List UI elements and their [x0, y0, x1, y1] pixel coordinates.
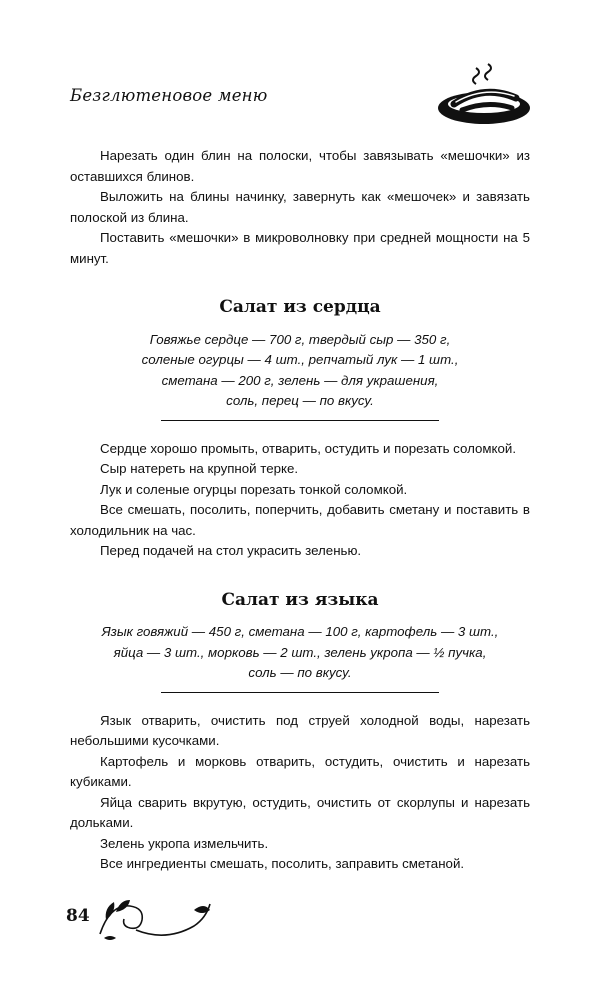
recipe-step: Картофель и морковь отварить, остудить, очистить и нарезать кубиками.	[70, 753, 530, 789]
recipe-step: Сыр натереть на крупной терке.	[100, 461, 299, 476]
intro-paragraph: Нарезать один блин на полоски, чтобы завязывать «мешочки» из оставшихся блинов.	[70, 148, 530, 184]
recipe-step: Лук и соленые огурцы порезать тонкой соломкой.	[100, 481, 408, 497]
ingredients-tongue-salad	[70, 622, 530, 684]
page-content	[70, 146, 530, 875]
floral-ornament-icon	[96, 890, 216, 946]
ingredient-line: соль, перец — по вкусу.	[226, 393, 374, 408]
recipe-step: Язык отварить, очистить под струей холодной воды, нарезать небольшими кусочками.	[70, 712, 530, 748]
recipe-title-tongue-salad: Салат из языка	[221, 589, 379, 610]
ingredient-line: Язык говяжий — 450 г, сметана — 100 г, картофель — 3 шт.,	[101, 624, 499, 639]
recipe-step: Все ингредиенты смешать, посолить, заправить сметаной.	[100, 856, 465, 871]
recipe-step: Зелень укропа измельчить.	[100, 835, 269, 851]
ingredient-line: Говяжье сердце — 700 г, твердый сыр — 350 г,	[149, 331, 451, 347]
divider-rule	[161, 420, 439, 421]
recipe-title-heart-salad: Салат из сердца	[219, 297, 381, 317]
page-footer	[66, 890, 216, 946]
ingredient-line: сметана — 200 г, зелень — для украшения,	[161, 372, 439, 388]
intro-paragraph: Выложить на блины начинку, завернуть как «мешочек» и завязать полоской из блина.	[70, 189, 530, 225]
ingredient-line: яйца — 3 шт., морковь — 2 шт., зелень укропа — ½ пучка,	[113, 644, 487, 660]
page-number: 84	[66, 906, 90, 926]
running-head: Безглютеновое меню	[70, 86, 268, 105]
recipe-step: Сердце хорошо промыть, отварить, остудить и порезать соломкой.	[100, 440, 517, 456]
intro-paragraph: Поставить «мешочки» в микроволновку при средней мощности на 5 минут.	[70, 230, 530, 266]
divider-rule	[161, 692, 439, 693]
recipe-step: Яйца сварить вкрутую, остудить, очистить от скорлупы и нарезать дольками.	[70, 794, 530, 830]
ingredients-heart-salad	[70, 330, 530, 412]
recipe-step: Перед подачей на стол украсить зеленью.	[100, 543, 362, 558]
recipe-step: Все смешать, посолить, поперчить, добавить сметану и поставить в холодильник на час.	[70, 502, 530, 538]
sausage-plate-icon	[436, 62, 532, 128]
ingredient-line: соль — по вкусу.	[248, 665, 352, 680]
ingredient-line: соленые огурцы — 4 шт., репчатый лук — 1 шт.,	[141, 352, 459, 367]
